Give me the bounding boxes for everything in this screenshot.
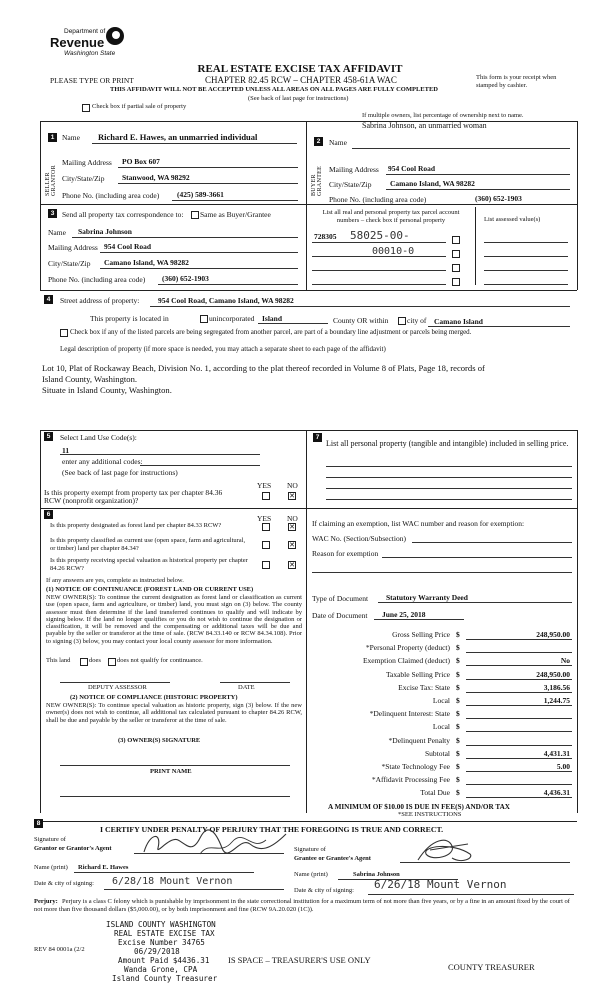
exemption-label: If claiming an exemption, list WAC number and reason for exemption:	[312, 519, 525, 528]
notice-continuance-body: NEW OWNER(S): To continue the current designation as forest land or classification as current use (open space, farm and agriculture, or timber) land, you must sign on (3) below. The county assessor must then determine if the land transferred continues to qualify and will indicate by signing below. If the land no longer qualifies or you do not wish to continue the designation or classification, it will be removed and the compensating or additional taxes will be due and payable by the seller or transferor at the time of sale. (RCW 84.33.140 or RCW 84.34.108). Prior to signing (3) below, you may contact your local county assessor for more information.	[46, 594, 302, 645]
buyer-city: Camano Island, WA 98282	[390, 179, 475, 188]
parcel-handwritten-1: 58025-00-	[350, 229, 410, 242]
tax-row-value: 4,436.31	[543, 788, 570, 797]
land-use-see-back: (See back of last page for instructions)	[62, 468, 178, 477]
county-or-label: County OR within	[333, 316, 389, 325]
tax-row-value: 248,950.00	[536, 630, 570, 639]
tax-city: Camano Island, WA 98282	[104, 258, 189, 267]
parcels-header: List all real and personal property tax parcel account numbers – check box if personal property	[322, 209, 460, 224]
tax-row-dollar: $	[456, 709, 460, 718]
tax-row-label: Gross Selling Price	[392, 630, 450, 639]
perjury-text: Perjury is a class C felony which is punishable by imprisonment in the state correctional institution for a maximum term of not more than five years, or by a fine in an amount fixed by the court of not more than five thousand dollars ($5,000.00), or by both imprisonment and fine (RCW 9A.20.020 (1C)).	[34, 898, 570, 913]
buyer-phone-label: Phone No. (including area code)	[329, 195, 427, 204]
current-use-yes-checkbox[interactable]	[262, 541, 270, 549]
tax-row-dollar: $	[456, 683, 460, 692]
date-label: DATE	[238, 684, 255, 691]
exempt-no-checkbox[interactable]: ✕	[289, 492, 295, 500]
tax-row-dollar: $	[456, 749, 460, 758]
city-of-checkbox[interactable]	[398, 317, 406, 325]
section-6-badge: 6	[44, 510, 53, 519]
does-qualify-checkbox[interactable]	[80, 658, 88, 666]
tax-row-underline	[466, 679, 572, 680]
tax-row-value: 3,186.56	[543, 683, 570, 692]
tax-row-label: *Personal Property (deduct)	[365, 643, 450, 652]
grantor-name: Richard E. Hawes	[78, 864, 129, 871]
street-label: Street address of property:	[60, 296, 140, 305]
tax-row-label: Exemption Claimed (deduct)	[362, 656, 450, 665]
tax-row-underline	[466, 692, 572, 693]
additional-codes-label: enter any additional codes:	[62, 457, 143, 466]
tax-row-underline	[466, 718, 572, 719]
unincorporated-label: unincorporated	[209, 314, 255, 323]
tax-row-dollar: $	[456, 643, 460, 652]
forest-yes-checkbox[interactable]	[262, 523, 270, 531]
tax-row-underline	[466, 639, 572, 640]
does-not-label: does not qualify for continuance.	[117, 657, 203, 664]
tax-row-label: *State Technology Fee	[381, 762, 450, 771]
current-use-question: Is this property classified as current use (open space, farm and agricultural, or timber) land per chapter 84.34?	[50, 537, 246, 552]
partial-sale-label: Check box if partial sale of property	[92, 103, 187, 110]
county-treasurer-label: COUNTY TREASURER	[448, 962, 535, 972]
yes-header-5: YES	[257, 481, 272, 490]
tax-row-dollar: $	[456, 670, 460, 679]
tax-phone: (360) 652-1903	[162, 274, 209, 283]
buyer-mailing: 954 Cool Road	[388, 164, 436, 173]
current-use-no-checkbox[interactable]: ✕	[289, 541, 295, 549]
forest-land-question: Is this property designated as forest land per chapter 84.33 RCW?	[50, 522, 222, 529]
segregated-label: Check box if any of the listed parcels are being segregated from another parcel, are part of a boundary line adjustment or parcels being merged.	[70, 328, 472, 336]
this-land-label: This land	[46, 657, 71, 664]
deputy-assessor-label: DEPUTY ASSESSOR	[88, 684, 147, 691]
located-label: This property is located in	[90, 314, 169, 323]
tax-row-dollar: $	[456, 696, 460, 705]
does-not-qualify-checkbox[interactable]	[108, 658, 116, 666]
section-2-badge: 2	[314, 137, 323, 146]
historic-question: Is this property receiving special valuation as historical property per chapter 84.26 RCW?	[50, 557, 248, 572]
tax-row-value: 5.00	[556, 762, 570, 771]
section-4-badge: 4	[44, 295, 53, 304]
buyer-phone: (360) 652-1903	[475, 194, 522, 203]
treasurer-use-only: IS SPACE – TREASURER'S USE ONLY	[228, 955, 371, 965]
grantee-sig-label-2: Grantee or Grantee's Agent	[294, 855, 371, 862]
section-7-badge: 7	[313, 433, 322, 442]
tax-row-underline	[466, 797, 572, 798]
tax-row-underline	[466, 652, 572, 653]
print-name-label: PRINT NAME	[150, 768, 192, 775]
grantor-date-city-label: Date & city of signing:	[34, 880, 94, 887]
tax-mailing: 954 Cool Road	[104, 242, 152, 251]
tax-row-underline	[466, 705, 572, 706]
partial-sale-checkbox[interactable]	[82, 104, 90, 112]
tax-row-dollar: $	[456, 762, 460, 771]
notice-continuance-title: (1) NOTICE OF CONTINUANCE (FOREST LAND OR CURRENT USE)	[46, 586, 254, 593]
doc-date-label: Date of Document	[312, 611, 368, 620]
grantee-signature	[412, 832, 482, 868]
tax-row-label: Total Due	[420, 788, 450, 797]
no-header-6: NO	[287, 514, 298, 523]
unincorporated-checkbox[interactable]	[200, 315, 208, 323]
grantee-name: Sabrina Johnson	[353, 871, 400, 878]
multiple-owners-note: If multiple owners, list percentage of ownership next to name.	[362, 112, 524, 119]
tax-name: Sabrina Johnson	[78, 227, 132, 236]
exemption-reason-label: Reason for exemption	[312, 549, 379, 558]
buyer-mailing-label: Mailing Address	[329, 165, 379, 174]
dept-of: Department of	[64, 28, 106, 35]
tax-row-label: Local	[432, 722, 450, 731]
grantor-signature	[140, 828, 290, 858]
stamp-line-7: Island County Treasurer	[112, 974, 218, 983]
forest-no-checkbox[interactable]: ✕	[289, 523, 295, 531]
same-as-buyer-checkbox[interactable]	[191, 211, 199, 219]
parcel-handwritten-2: 00010-0	[372, 246, 415, 257]
tax-row-dollar: $	[456, 736, 460, 745]
stamp-line-3: Excise Number 34765	[118, 938, 205, 947]
personal-property-label: List all personal property (tangible and intangible) included in selling price.	[326, 439, 569, 448]
doc-date: June 25, 2018	[382, 610, 426, 619]
county-value: Island	[262, 314, 283, 323]
if-any-yes: If any answers are yes, complete as instructed below.	[46, 577, 184, 584]
owner-signature-label: (3) OWNER(S) SIGNATURE	[118, 737, 201, 744]
stamp-line-4: 06/29/2018	[134, 947, 180, 956]
form-chapter: CHAPTER 82.45 RCW – CHAPTER 458-61A WAC	[205, 75, 397, 85]
tax-row-label: Local	[432, 696, 450, 705]
tax-row-dollar: $	[456, 775, 460, 784]
certify-statement: I CERTIFY UNDER PENALTY OF PERJURY THAT THE FOREGOING IS TRUE AND CORRECT.	[100, 825, 444, 834]
yes-header-6: YES	[257, 514, 272, 523]
tax-row-underline	[466, 771, 572, 772]
grantee-name-label: Name (print)	[294, 871, 328, 878]
land-use-label: Select Land Use Code(s):	[60, 433, 137, 442]
seller-side-label: SELLER GRANTOR	[45, 165, 57, 196]
tax-mailing-label: Mailing Address	[48, 243, 98, 252]
tax-row-dollar: $	[456, 630, 460, 639]
see-back: (See back of last page for instructions)	[248, 95, 349, 102]
tax-row-underline	[466, 745, 572, 746]
please-type: PLEASE TYPE OR PRINT	[50, 76, 134, 85]
tax-row-label: *Affidavit Processing Fee	[371, 775, 450, 784]
seller-mailing-label: Mailing Address	[62, 158, 112, 167]
stamp-line-2: REAL ESTATE EXCISE TAX	[114, 929, 215, 938]
tax-row-value: No	[560, 656, 570, 665]
form-title: REAL ESTATE EXCISE TAX AFFIDAVIT	[197, 63, 403, 75]
grantee-date-city-label: Date & city of signing:	[294, 887, 354, 894]
segregated-checkbox[interactable]	[60, 329, 68, 337]
tax-row-label: *Delinquent Interest: State	[369, 709, 450, 718]
exempt-question: Is this property exempt from property tax per chapter 84.36 RCW (nonprofit organization)?	[44, 488, 223, 505]
no-header-5: NO	[287, 481, 298, 490]
notice-compliance-title: (2) NOTICE OF COMPLIANCE (HISTORIC PROPERTY)	[70, 694, 238, 701]
grantor-date-city: 6/28/18 Mount Vernon	[112, 876, 233, 887]
receipt-note: This form is your receipt when stamped by cashier.	[476, 74, 557, 89]
tax-row-value: 248,950.00	[536, 670, 570, 679]
wac-label: WAC No. (Section/Subsection)	[312, 534, 406, 543]
tax-row-label: *Delinquent Penalty	[388, 736, 450, 745]
tax-row-dollar: $	[456, 722, 460, 731]
tax-row-dollar: $	[456, 656, 460, 665]
send-tax-label: Send all property tax correspondence to:	[62, 210, 184, 219]
section-3-badge: 3	[48, 209, 57, 218]
land-use-code: 11	[62, 446, 70, 455]
grantor-sig-label-1: Signature of	[34, 836, 66, 843]
see-instructions-note: *SEE INSTRUCTIONS	[398, 811, 462, 818]
grantor-name-label: Name (print)	[34, 864, 68, 871]
tax-row-underline	[466, 784, 572, 785]
legal-description-3: Situate in Island County, Washington.	[42, 385, 172, 395]
tax-row-underline	[466, 665, 572, 666]
doc-type-label: Type of Document	[312, 594, 369, 603]
doc-type: Statutory Warranty Deed	[386, 593, 468, 602]
form-number: REV 84 0001a (2/2	[34, 946, 85, 953]
grantee-sig-label-1: Signature of	[294, 846, 326, 853]
seller-phone: (425) 589-3661	[177, 190, 224, 199]
parcel-number: 728305	[314, 232, 337, 241]
personal-property-checkbox-3[interactable]	[452, 264, 460, 272]
assessed-header: List assessed value(s)	[484, 216, 541, 223]
personal-property-checkbox-4[interactable]	[452, 278, 460, 286]
grantee-date-city: 6/26/18 Mount Vernon	[374, 878, 507, 891]
personal-property-checkbox-1[interactable]	[452, 236, 460, 244]
personal-property-checkbox-2[interactable]	[452, 250, 460, 258]
seller-name: Richard E. Hawes, an unmarried individual	[98, 132, 258, 142]
stamp-line-6: Wanda Grone, CPA	[124, 965, 198, 974]
stamp-line-5: Amount Paid $4436.31	[118, 956, 210, 965]
section-1-badge: 1	[48, 133, 57, 142]
dept-name: Revenue	[50, 35, 105, 50]
seller-phone-label: Phone No. (including area code)	[62, 191, 160, 200]
legal-description-2: Island County, Washington.	[42, 374, 138, 384]
buyer-side-label: BUYER GRANTEE	[311, 165, 323, 196]
legal-description-1: Lot 10, Plat of Rockaway Beach, Division No. 1, according to the plat thereof recorded in Volume 8 of Plats, Page 18, records of	[42, 363, 485, 373]
seller-city: Stanwood, WA 98292	[122, 173, 190, 182]
seller-city-label: City/State/Zip	[62, 174, 105, 183]
tax-row-label: Taxable Selling Price	[385, 670, 450, 679]
tax-row-dollar: $	[456, 788, 460, 797]
historic-no-checkbox[interactable]: ✕	[289, 561, 295, 569]
seller-mailing: PO Box 607	[122, 157, 160, 166]
historic-yes-checkbox[interactable]	[262, 561, 270, 569]
tax-name-label: Name	[48, 228, 66, 237]
buyer-name-label: Name	[329, 138, 347, 147]
same-as-buyer-label: Same as Buyer/Grantee	[200, 210, 271, 219]
exempt-yes-checkbox[interactable]	[262, 492, 270, 500]
street-address: 954 Cool Road, Camano Island, WA 98282	[158, 296, 294, 305]
section-8-badge: 8	[34, 819, 43, 828]
city-of-label: city of	[407, 316, 427, 325]
tax-row-underline	[466, 758, 572, 759]
section-5-badge: 5	[44, 432, 53, 441]
dept-state: Washington State	[64, 50, 116, 57]
city-value: Camano Island	[434, 317, 483, 326]
tax-row-underline	[466, 731, 572, 732]
buyer-city-label: City/State/Zip	[329, 180, 372, 189]
tax-row-value: 4,431.31	[543, 749, 570, 758]
minimum-fee-note: A MINIMUM OF $10.00 IS DUE IN FEE(S) AND/OR TAX	[328, 803, 510, 811]
notice-compliance-body: NEW OWNER(S): To continue special valuation as historic property, sign (3) below. If the new owner(s) does not wish to continue, all additional tax calculated pursuant to chapter 84.26 RCW, shall be due and payable by the seller or transferor at the time of sale.	[46, 702, 302, 724]
perjury-label: Perjury:	[34, 898, 58, 905]
form-warning: THIS AFFIDAVIT WILL NOT BE ACCEPTED UNLESS ALL AREAS ON ALL PAGES ARE FULLY COMPLETED	[110, 86, 438, 93]
grantor-sig-label-2: Grantor or Grantor's Agent	[34, 845, 112, 852]
tax-row-value: 1,244.75	[543, 696, 570, 705]
does-label: does	[89, 657, 101, 664]
tax-row-label: Subtotal	[424, 749, 450, 758]
tax-city-label: City/State/Zip	[48, 259, 91, 268]
stamp-line-1: ISLAND COUNTY WASHINGTON	[106, 920, 216, 929]
buyer-name: Sabrina Johnson, an unmarried woman	[362, 121, 487, 130]
tax-phone-label: Phone No. (including area code)	[48, 275, 146, 284]
tax-row-label: Excise Tax: State	[398, 683, 450, 692]
legal-label: Legal description of property (if more space is needed, you may attach a separate sheet to each page of the affidavit)	[60, 345, 386, 353]
seller-name-label: Name	[62, 133, 80, 142]
